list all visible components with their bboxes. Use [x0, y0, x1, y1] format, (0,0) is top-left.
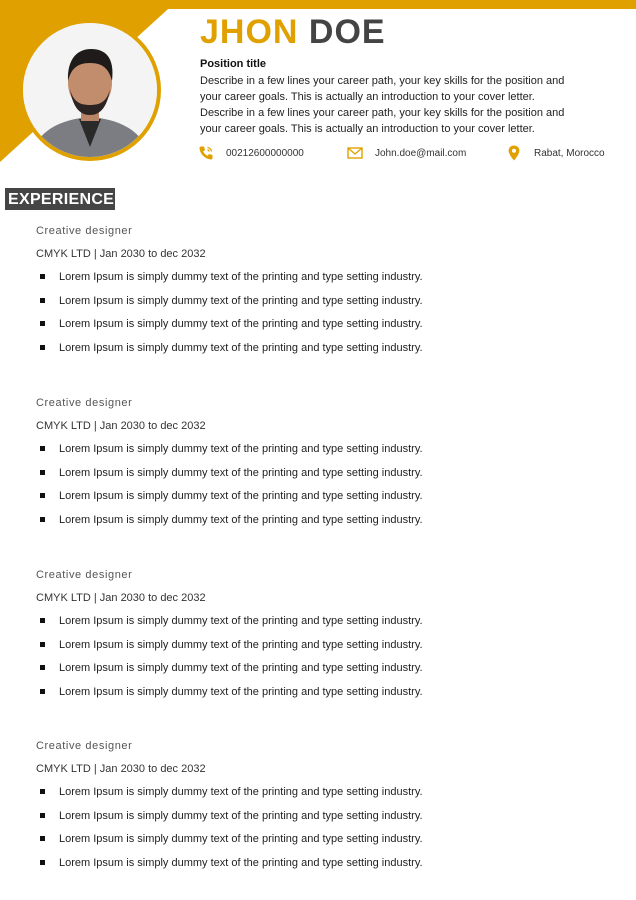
bullet-item: Lorem Ipsum is simply dummy text of the printing and type setting industry.	[36, 270, 596, 294]
job-entry	[36, 568, 596, 708]
job-company-dates: CMYK LTD | Jan 2030 to dec 2032	[36, 248, 206, 260]
intro-line: your career goals. This is actually an introduction to your cover letter.	[200, 91, 535, 103]
bullet-item: Lorem Ipsum is simply dummy text of the printing and type setting industry.	[36, 513, 596, 537]
job-bullets	[36, 785, 596, 879]
bullet-item: Lorem Ipsum is simply dummy text of the printing and type setting industry.	[36, 638, 596, 662]
email-address: John.doe@mail.com	[375, 147, 467, 159]
job-bullets	[36, 270, 596, 364]
bullet-item: Lorem Ipsum is simply dummy text of the printing and type setting industry.	[36, 294, 596, 318]
location-pin-icon	[506, 145, 522, 161]
intro-line: your career goals. This is actually an introduction to your cover letter.	[200, 123, 535, 135]
experience-heading: EXPERIENCE	[5, 188, 115, 210]
first-name: JHON	[200, 13, 299, 51]
intro-line: Describe in a few lines your career path, your key skills for the position and	[200, 107, 565, 119]
contact-phone	[198, 143, 304, 163]
job-entry	[36, 224, 596, 364]
intro-line: Describe in a few lines your career path, your key skills for the position and	[200, 75, 565, 87]
top-accent-bar	[150, 0, 636, 9]
job-title: Creative designer	[36, 740, 133, 752]
bullet-item: Lorem Ipsum is simply dummy text of the printing and type setting industry.	[36, 809, 596, 833]
job-title: Creative designer	[36, 569, 133, 581]
bullet-item: Lorem Ipsum is simply dummy text of the printing and type setting industry.	[36, 317, 596, 341]
bullet-item: Lorem Ipsum is simply dummy text of the printing and type setting industry.	[36, 341, 596, 365]
job-entry	[36, 739, 596, 879]
bullet-item: Lorem Ipsum is simply dummy text of the printing and type setting industry.	[36, 466, 596, 490]
contact-location	[506, 143, 605, 163]
bullet-item: Lorem Ipsum is simply dummy text of the printing and type setting industry.	[36, 614, 596, 638]
phone-number: 00212600000000	[226, 147, 304, 159]
last-name: DOE	[308, 13, 386, 51]
job-bullets	[36, 442, 596, 536]
job-entry	[36, 396, 596, 536]
bullet-item: Lorem Ipsum is simply dummy text of the printing and type setting industry.	[36, 489, 596, 513]
job-company-dates: CMYK LTD | Jan 2030 to dec 2032	[36, 763, 206, 775]
bullet-item: Lorem Ipsum is simply dummy text of the printing and type setting industry.	[36, 661, 596, 685]
profile-photo	[23, 23, 157, 157]
job-title: Creative designer	[36, 225, 133, 237]
bullet-item: Lorem Ipsum is simply dummy text of the printing and type setting industry.	[36, 832, 596, 856]
bullet-item: Lorem Ipsum is simply dummy text of the printing and type setting industry.	[36, 785, 596, 809]
phone-icon	[198, 145, 214, 161]
full-name	[200, 12, 386, 52]
bullet-item: Lorem Ipsum is simply dummy text of the printing and type setting industry.	[36, 685, 596, 709]
job-company-dates: CMYK LTD | Jan 2030 to dec 2032	[36, 592, 206, 604]
job-company-dates: CMYK LTD | Jan 2030 to dec 2032	[36, 420, 206, 432]
location-text: Rabat, Morocco	[534, 147, 605, 159]
bullet-item: Lorem Ipsum is simply dummy text of the printing and type setting industry.	[36, 856, 596, 880]
job-title: Creative designer	[36, 397, 133, 409]
intro-text	[200, 73, 620, 137]
position-title: Position title	[200, 58, 266, 70]
contact-email	[347, 143, 466, 163]
job-bullets	[36, 614, 596, 708]
mail-icon	[347, 145, 363, 161]
bullet-item: Lorem Ipsum is simply dummy text of the printing and type setting industry.	[36, 442, 596, 466]
